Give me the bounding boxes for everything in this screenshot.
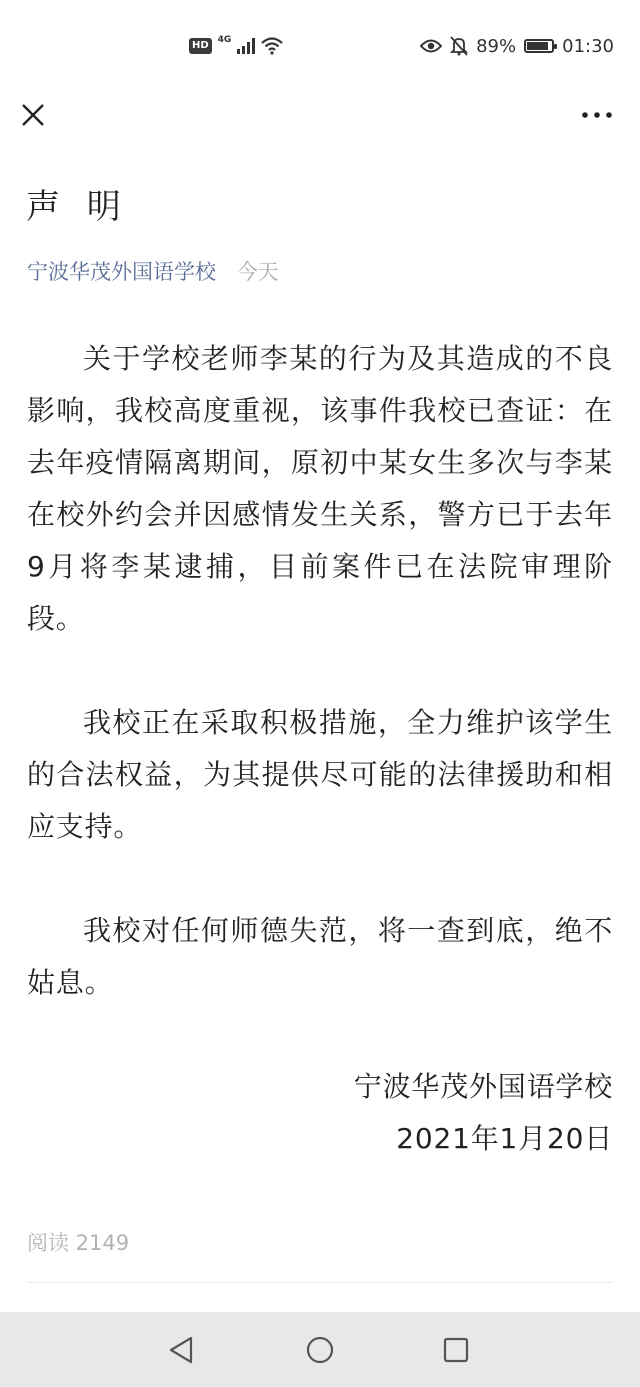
- paragraph: 我校正在采取积极措施，全力维护该学生的合法权益，为其提供尽可能的法律援助和相应支持。: [27, 706, 613, 843]
- hd-badge: HD: [189, 38, 212, 54]
- signature-org: 宁波华茂外国语学校: [353, 1070, 613, 1103]
- network-type: 4G: [217, 35, 232, 45]
- article-meta: [27, 254, 279, 290]
- publish-date: 今天: [236, 260, 279, 284]
- wifi-icon: [261, 37, 283, 55]
- bell-muted-icon: [450, 36, 468, 56]
- signature-date: 2021年1月20日: [396, 1122, 613, 1155]
- recents-button[interactable]: [436, 1330, 476, 1370]
- divider: [27, 1282, 613, 1283]
- home-circle-icon: [300, 1330, 340, 1370]
- read-count: 阅读 2149: [27, 1231, 130, 1255]
- signature: [27, 1061, 613, 1165]
- more-dots-icon: [580, 100, 614, 130]
- paragraph: 我校对任何师德失范，将一查到底，绝不姑息。: [27, 914, 613, 999]
- battery-text: 89%: [476, 35, 517, 57]
- top-nav: [0, 90, 640, 140]
- status-right: [420, 33, 614, 59]
- close-button[interactable]: [18, 100, 48, 130]
- recents-square-icon: [436, 1330, 476, 1370]
- back-button[interactable]: [162, 1330, 202, 1370]
- system-nav-bar: [0, 1312, 640, 1387]
- battery-icon: [524, 39, 554, 53]
- signal-icon: [237, 38, 255, 54]
- more-button[interactable]: [580, 100, 614, 130]
- back-triangle-icon: [162, 1330, 202, 1370]
- article-body: [27, 333, 613, 1165]
- article-title: 声 明: [26, 187, 129, 227]
- eye-icon: [420, 38, 442, 54]
- close-icon: [18, 100, 48, 130]
- clock: 01:30: [562, 35, 614, 57]
- battery-fill: [527, 42, 548, 50]
- paragraph: 关于学校老师李某的行为及其造成的不良影响，我校高度重视，该事件我校已查证：在去年疫情隔离期间，原初中某女生多次与李某在校外约会并因感情发生关系，警方已于去年9月将李某逮捕，目前案件已在法院审理阶段。: [27, 342, 613, 635]
- status-left: [189, 35, 283, 57]
- home-button[interactable]: [300, 1330, 340, 1370]
- status-bar: [0, 0, 640, 90]
- account-name-link[interactable]: 宁波华茂外国语学校: [27, 260, 216, 284]
